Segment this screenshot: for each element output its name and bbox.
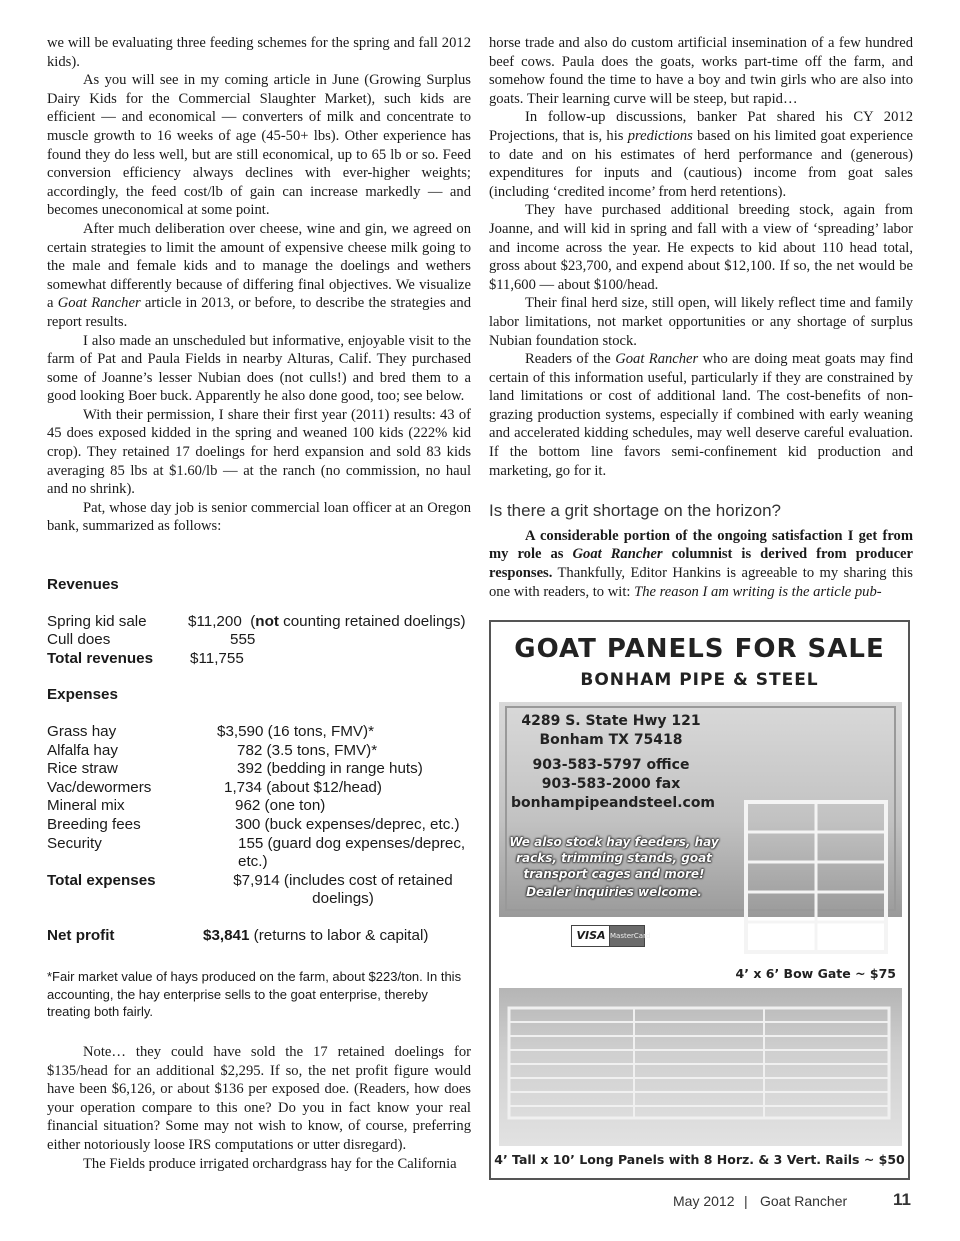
expense-row: Mineral mix 962 (one ton) <box>47 797 326 815</box>
paragraph: A considerable portion of the ongoing satisfaction I get from my role as Goat Rancher columnist is derived from producer responses. Thankfully, Editor Hankins is agreeable to my sharing this one with readers, to wit: The reason I am writing is the article pub- <box>489 527 914 600</box>
panel-caption: 4’ Tall x 10’ Long Panels with 8 Horz. & 3 Vert. Rails ~ $50 <box>494 1152 905 1167</box>
panel-image <box>499 988 902 1146</box>
expense-row: Breeding fees 300 (buck expenses/deprec, etc.) <box>47 815 460 833</box>
ad-title: GOAT PANELS FOR SALE <box>514 634 885 664</box>
expense-row: Alfalfa hay 782 (3.5 tons, FMV)* <box>47 741 378 759</box>
right-column <box>489 34 913 601</box>
ad-stock-text: We also stock hay feeders, hay racks, trimming stands, goat transport cages and more! Dealer inquiries welcome. <box>509 835 719 899</box>
ad-phone: 903-583-5797 office <box>532 757 690 773</box>
paragraph: Readers of the Goat Rancher who are doing meat goats may find certain of this information useful, particularly if they are constrained by land limitations or cost of additional land. The cost-benefits of non-grazing production systems, especially if combined with early weaning and accelerated kidding schedules, may well deserve careful evaluation. If the bottom line favors semi-confinement kid production and marketing, go for it. <box>489 351 913 479</box>
bow-gate-image <box>741 792 891 962</box>
left-column-lower <box>47 1043 471 1173</box>
ad-fax: 903-583-2000 fax <box>541 776 681 792</box>
magazine-name: Goat Rancher <box>57 295 141 312</box>
paragraph: I also made an unscheduled but informative, enjoyable visit to the farm of Pat and Paula Fields in nearby Alturas, Calif. They purchased some of Joanne’s lesser Nubian does (not culls!) and bred them to a good looking Boer buck. Apparently he also done good, too; see below. <box>47 332 471 405</box>
total-expenses-row: Total expenses $7,914 (includes cost of retained doelings) <box>47 871 453 908</box>
paragraph: we will be evaluating three feeding schemes for the spring and fall 2012 kids). <box>47 35 471 70</box>
financial-summary <box>47 576 477 946</box>
paragraph: After much deliberation over cheese, wine and gin, we agreed on certain strategies to limit the amount of expensive cheese milk going to the male and female kids and to manage the doelings and wethers somewhat differently because of differing final objectives. We visualize a Goat Rancher article in 2013, or before, to describe the strategies and report results. <box>47 220 471 330</box>
paragraph: Pat, whose day job is senior commercial loan officer at an Oregon bank, summarized as follows: <box>47 499 471 535</box>
ad-website: bonhampipeandsteel.com <box>511 795 716 811</box>
total-revenues-row: Total revenues $11,755 <box>47 649 244 667</box>
expense-row: Security 155 (guard dog expenses/deprec, etc.) <box>47 834 466 871</box>
expenses-heading: Expenses <box>47 686 118 704</box>
visa-logo: VISA <box>571 925 611 947</box>
paragraph: With their permission, I share their first year (2011) results: 43 of 45 does exposed kidded in the spring and weaned 100 kids (222% kid crop). They retained 17 doelings for herd expansion and sold 83 kids averaging 85 lbs at $1.60/lb — at the ranch (no commission, no haul and no shrink). <box>47 406 471 498</box>
paragraph: They have purchased additional breeding stock, again from Joanne, and will kid in spring and fall with a view of ‘spreading’ labor and income across the year. He expects to kid about 110 head total, gross about $23,700, and expend about $12,100. If so, the net would be $11,600 — about $100/head. <box>489 202 913 293</box>
footnote: *Fair market value of hays produced on the farm, about $223/ton. In this accounting, the hay enterprise sells to the goat enterprise, thereby treating both fairly. <box>47 969 462 1019</box>
paragraph: Note… they could have sold the 17 retained doelings for $135/head for an additional $2,295. If so, the net profit figure would have been $6,126, or about $136 per exposed doe. (Readers, how does your operation compare to this one? Do you in fact know your real financial situation? Some may not wish to know, of course, preferring either notoriously loose IRS computations or utter disregard). <box>47 1044 471 1153</box>
page-number: 11 <box>893 1190 911 1209</box>
advertisement <box>489 620 910 1180</box>
ad-address-line: 4289 S. State Hwy 121 <box>521 713 701 729</box>
bow-gate-caption: 4’ x 6’ Bow Gate ~ $75 <box>735 966 896 981</box>
revenues-heading: Revenues <box>47 576 119 593</box>
panel-photo <box>499 988 902 1146</box>
paragraph: As you will see in my coming article in June (Growing Surplus Dairy Kids for the Commercial Slaughter Market), such kids are efficient — and economical — converters of milk and concentrate to muscle growth to 16 weeks of age (45-50+ lbs). Other experience has found they do less well, but are still economical, up to 65 lb or so. Feed conversion efficiency always declines with ever-higher weights; accordingly, the feed cost/lb of gain can increase markedly — and becomes uneconomical at some point. <box>47 72 471 219</box>
paragraph: horse trade and also do custom artificial insemination of a few hundred beef cows. Paula does the goats, works part-time off the farm, and somehow found the time to have a boy and twin girls who are also into goats. Their learning curve will be steep, but rapid… <box>489 35 913 107</box>
revenue-row: Spring kid sale $11,200 (not counting retained doelings) <box>47 612 466 630</box>
ad-dealer-text: Dealer inquiries welcome. <box>526 885 702 899</box>
ad-address-line: Bonham TX 75418 <box>539 732 683 748</box>
paragraph: Their final herd size, still open, will likely reflect time and family labor limitations, not market opportunities or any shortage of surplus Nubian foundation stock. <box>489 295 913 349</box>
left-column-upper <box>47 34 471 536</box>
footer-date: May 2012 <box>673 1193 735 1209</box>
expense-row: Vac/dewormers 1,734 (about $12/head) <box>47 778 382 796</box>
section-title: Is there a grit shortage on the horizon? <box>489 501 782 521</box>
expense-row: Grass hay $3,590 (16 tons, FMV)* <box>47 722 375 740</box>
ad-contact <box>511 712 716 813</box>
footer-separator: | <box>744 1193 748 1209</box>
paragraph: The Fields produce irrigated orchardgrass hay for the California <box>83 1155 457 1172</box>
expense-row: Rice straw 392 (bedding in range huts) <box>47 760 423 778</box>
paragraph: In follow-up discussions, banker Pat shared his CY 2012 Projections, that is, his predictions based on his limited goat experience to date and on his estimates of herd performance and (generous) expenditures for inputs and (cautious) income from goat sales (including ‘credited income’ from herd retentions). <box>489 109 913 200</box>
net-profit-row: Net profit $3,841 (returns to labor & capital) <box>47 926 429 944</box>
footer-magazine: Goat Rancher <box>760 1193 848 1209</box>
ad-company: BONHAM PIPE & STEEL <box>580 670 819 690</box>
mastercard-logo: MasterCard <box>609 925 645 947</box>
revenue-row: Cull does 555 <box>47 631 256 649</box>
